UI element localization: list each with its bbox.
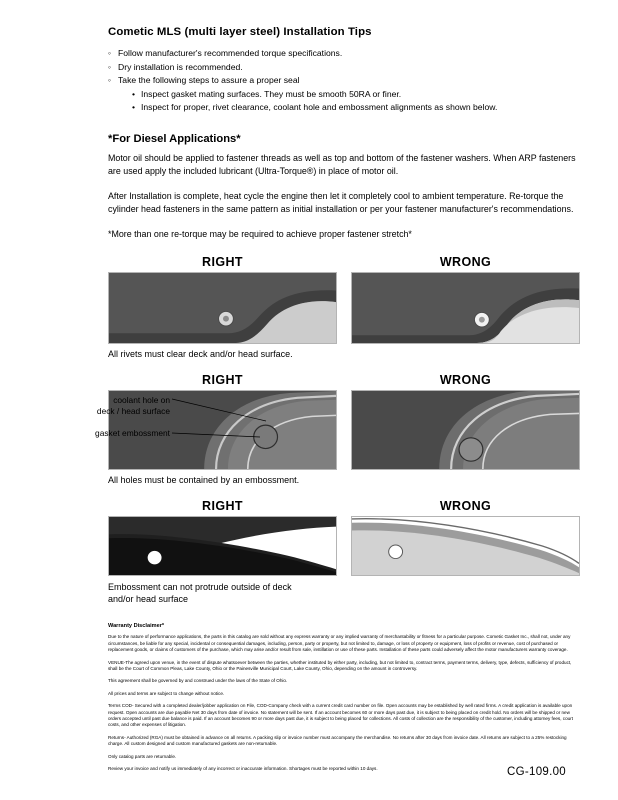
warranty-paragraph: Due to the nature of performance applications, the parts in this catalog are sold without any express warranty or any implied warranty of merchantability or fitness for a particular purpose. Cometic Gasket Inc., shall not, under any circumstances, be liable for any special, incidental or consequential damages, including, person, party or property, but not limited to, damage, or loss of property or equipment, loss of profits or revenue, cost of purchased or replacement goods, or claims of customers of the purchase, which may arise and/or result from sale, instillation or use of these parts. Installation of these parts could adversely affect the motor manufacturers warranty coverage. (108, 634, 571, 653)
figure-wrong-embossment (351, 499, 580, 576)
diagram-rivet-wrong (351, 272, 580, 344)
annotation-coolant-hole (48, 395, 170, 418)
figure-right-rivets (108, 255, 337, 344)
figure-label-wrong: WRONG (439, 255, 492, 269)
list-item (132, 88, 578, 102)
figure-label-right: RIGHT (202, 373, 243, 387)
sub-bullet-text: Inspect for proper, rivet clearance, coolant hole and embossment alignments as shown below. (141, 102, 498, 113)
diagram-embossment-right (108, 516, 337, 576)
diesel-heading: *For Diesel Applications* (108, 132, 241, 145)
warranty-paragraph: All prices and terms are subject to change without notice. (108, 690, 225, 696)
figure-wrong-rivets (351, 255, 580, 344)
figure-section (95, 255, 580, 605)
figure-wrong-holes (351, 373, 580, 470)
tips-sublist (118, 88, 578, 115)
retorque-note: *More than one re-torque may be required to achieve proper fastener stretch* (108, 228, 412, 239)
warranty-paragraph: Returns- Authorized (RGA) must be obtained in advance on all returns. A packing slip or invoice number must accompany the merchandise. No returns after 30 days from invoice date. All returns are subject to a 25% restocking charge. All custom designed and custom manufactured gaskets are non-returnable. (108, 734, 567, 747)
list-item (108, 61, 578, 75)
caption-rivets: All rivets must clear deck and/or head surface. (108, 349, 293, 359)
figure-row-embossment (108, 499, 580, 576)
list-item (108, 47, 578, 61)
annotation-leader-lines (168, 393, 278, 453)
document-number: CG-109.00 (507, 766, 566, 778)
warranty-paragraph: This agreement shall be governed by and construed under the laws of the State of Ohio. (108, 678, 288, 684)
figure-row-rivets (108, 255, 580, 344)
warranty-heading: Warranty Disclaimer* (108, 623, 165, 630)
figure-label-right: RIGHT (202, 255, 243, 269)
figure-label-right: RIGHT (202, 499, 243, 513)
caption-holes: All holes must be contained by an embossment. (108, 475, 300, 485)
bullet-text: Dry installation is recommended. (118, 61, 243, 72)
annotation-gasket-embossment (48, 428, 170, 439)
page-title: Cometic MLS (multi layer steel) Installation Tips (108, 26, 372, 38)
figure-label-wrong: WRONG (439, 373, 492, 387)
annotation-coolant-hole-line1: coolant hole on (113, 395, 170, 405)
list-item (132, 101, 578, 115)
figure-label-wrong: WRONG (439, 499, 492, 513)
caption-embossment-line2: and/or head surface (108, 594, 189, 605)
bullet-text: Follow manufacturer's recommended torque specifications. (118, 48, 343, 58)
diagram-hole-wrong (351, 390, 580, 470)
warranty-paragraph: Terms COD- Secured with a completed dealer/jobber application on File, COD-Company check with a current credit card number on file. Open accounts may be established by well rated firms. A credit application is available upon request. Open accounts are due payable Net 30 days from date of invoice. No statement will be sent. If an account becomes 60 or more days past due, it is subject to being placed on credit hold. No orders will be shipped or new orders accepted until past due balance is paid. If an account becomes 90 or more days past due, it is subject to being placed for collections. All costs of collection are the responsibility of the customer, including attorney fees, court costs, and other expenses of litigation. (108, 703, 573, 728)
diesel-paragraph-1: Motor oil should be applied to fastener threads as well as top and bottom of the fastener washers. When ARP fasteners are used apply the included lubricant (Ultra-Torque®) in place of motor oil. (108, 152, 576, 177)
sub-bullet-text: Inspect gasket mating surfaces. They must be smooth 50RA or finer. (141, 88, 402, 99)
figure-row-holes-wrap (95, 373, 580, 470)
tips-list (108, 47, 578, 115)
warranty-paragraph: Review your invoice and notify us immediately of any incorrect or inaccurate information. Shortages must be reported within 10 days. (108, 766, 378, 772)
warranty-section (108, 623, 578, 772)
diagram-rivet-right (108, 272, 337, 344)
warranty-paragraph: Only catalog parts are returnable. (108, 753, 177, 759)
warranty-paragraph: VENUE-The agreed upon venue, in the event of dispute whatsoever between the parties, whether instituted by either party, including, but not limited to, contract terms, payment terms, delivery, type, defects, sufficiency of product, shall be the Court of Common Pleas, Lake County, Ohio or the Painesville Municipal Court, Lake County, Ohio, depending on the amount in controversy. (108, 659, 572, 672)
annotation-coolant-hole-line2: deck / head surface (96, 406, 170, 417)
diagram-embossment-wrong (351, 516, 580, 576)
annotation-gasket-embossment-line1: gasket embossment (95, 428, 170, 438)
list-item (108, 74, 578, 115)
caption-embossment-line1: Embossment can not protrude outside of deck (108, 582, 292, 592)
diesel-paragraph-2: After Installation is complete, heat cycle the engine then let it completely cool to ambient temperature. Re-torque the cylinder head fasteners in the same pattern as initial installation or per your fastener manufacturer's recommendations. (108, 190, 574, 215)
figure-right-embossment (108, 499, 337, 576)
bullet-text: Take the following steps to assure a proper seal (118, 75, 300, 86)
caption-embossment (108, 581, 580, 605)
